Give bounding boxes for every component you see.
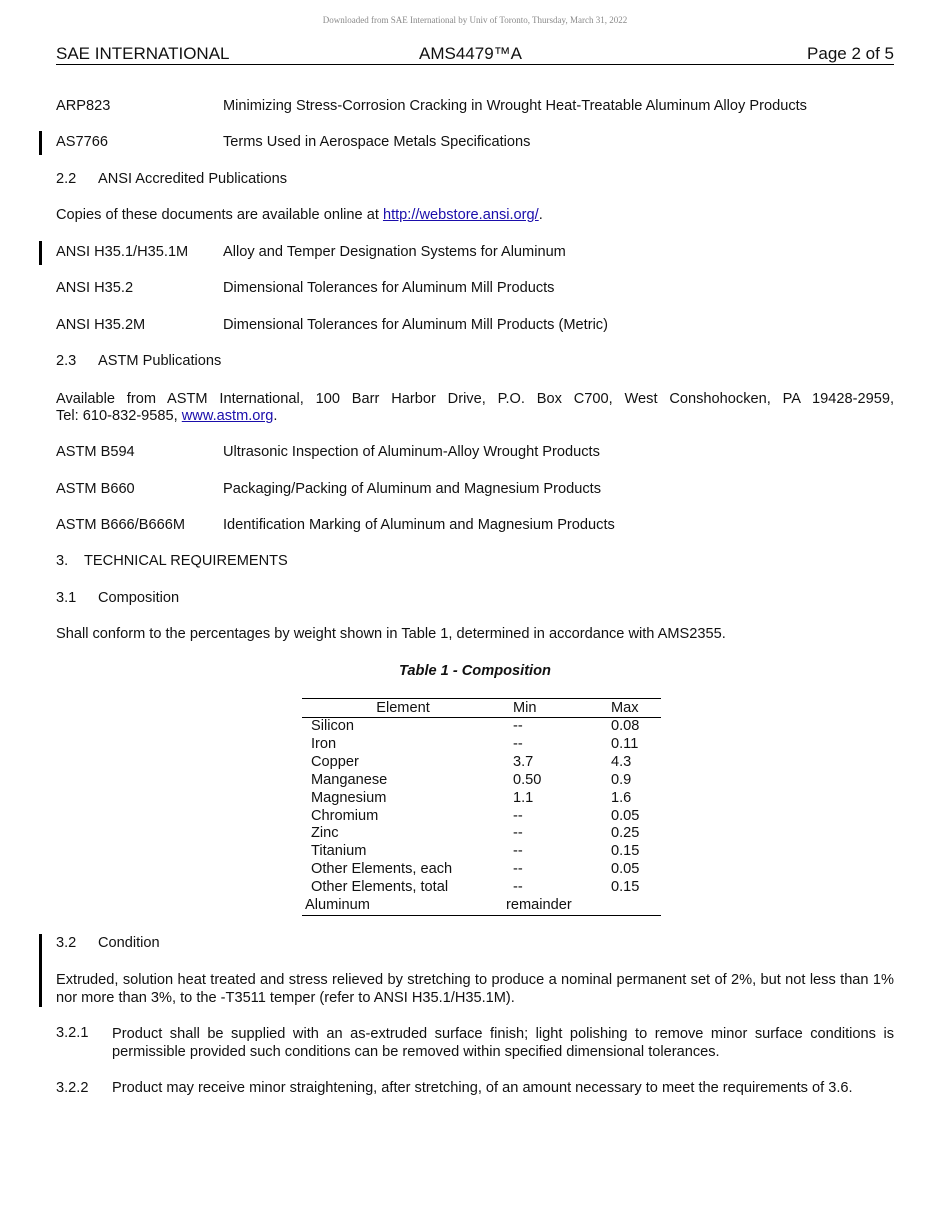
cell-element: Copper [311,753,359,770]
cell-max: 0.08 [611,718,640,734]
ref-title: Alloy and Temper Designation Systems for Aluminum [223,244,566,260]
table-row [302,879,661,897]
cell-min: 3.7 [513,753,534,770]
cell-element: Zinc [311,825,339,842]
cell-min: -- [513,735,523,752]
change-bar [39,131,42,155]
cell-element: Iron [311,735,337,752]
cell-min: -- [513,843,523,860]
ref-code: AS7766 [56,134,108,150]
subsection-number: 3.2.2 [56,1080,89,1096]
cell-element: Other Elements, total [311,879,449,896]
astm-availability-line2 [56,408,277,424]
cell-max: 0.05 [611,807,640,824]
availability-text: Copies of these documents are available online at [56,207,383,223]
astm-availability-line1: Available from ASTM International, 100 Barr Harbor Drive, P.O. Box C700, West Conshohocken, PA 19428-2959, [56,391,894,407]
cell-min: 0.50 [513,771,542,788]
cell-element: Magnesium [311,789,387,806]
availability-note [56,207,543,223]
ref-title: Packaging/Packing of Aluminum and Magnesium Products [223,481,602,497]
column-header-max: Max [603,699,661,718]
column-header-element: Element [302,699,504,718]
header-page-number: Page 2 of 5 [807,44,894,63]
table-row [302,772,661,790]
cell-max: 0.11 [611,735,639,752]
section-heading: Composition [98,590,180,606]
ref-code: ASTM B666/B666M [56,517,185,533]
table-row [302,897,661,915]
astm-tel-text: Tel: 610-832-9585, [56,408,182,424]
ref-code: ASTM B660 [56,481,135,497]
header-org: SAE INTERNATIONAL [56,44,230,63]
cell-max: 0.15 [611,843,640,860]
cell-max [603,897,661,915]
table-caption: Table 1 - Composition [399,663,551,679]
cell-min: remainder [504,897,603,915]
section-number: 2.2 [56,171,77,187]
page-header [56,44,894,65]
cell-element: Titanium [311,843,367,860]
subsection-number: 3.2.1 [56,1025,89,1041]
cell-element: Silicon [311,718,354,734]
section-number: 3.2 [56,935,77,951]
section-number: 2.3 [56,353,77,369]
availability-end: . [538,207,543,223]
composition-table [302,698,661,916]
cell-element: Other Elements, each [311,861,453,878]
table-row [302,861,661,879]
cell-max: 0.25 [611,825,640,842]
table-row [302,754,661,772]
ref-title: Ultrasonic Inspection of Aluminum-Alloy Wrought Products [223,444,600,460]
table-row [302,718,661,736]
section-number: 3. [56,553,69,569]
availability-end: . [273,408,278,424]
table-row [302,843,661,861]
cell-element: Aluminum [302,897,504,915]
cell-min: -- [513,861,523,878]
section-heading: ANSI Accredited Publications [98,171,288,187]
section-heading: ASTM Publications [98,353,222,369]
table-row [302,808,661,826]
cell-max: 0.05 [611,861,640,878]
column-header-min: Min [504,699,603,718]
table-header-row [302,699,661,718]
astm-website-link[interactable]: www.astm.org [181,408,274,424]
cell-min: 1.1 [513,789,534,806]
header-doc-number: AMS4479™A [419,44,522,63]
change-bar [39,934,42,1007]
cell-element: Chromium [311,807,379,824]
condition-body: Extruded, solution heat treated and stress relieved by stretching to produce a nominal permanent set of 2%, but not less than 1% nor more than 3%, to the -T3511 temper (refer to ANSI H35.1/H35.1M). [56,972,894,1006]
ref-code: ARP823 [56,98,111,114]
ref-code: ANSI H35.2M [56,317,146,333]
ref-code: ANSI H35.2 [56,280,134,296]
ref-title: Dimensional Tolerances for Aluminum Mill Products (Metric) [223,317,608,333]
section-heading: TECHNICAL REQUIREMENTS [84,553,288,569]
subsection-text: Product shall be supplied with an as-extruded surface finish; light polishing to remove minor surface conditions is permissible provided such conditions can be removed within specified dimensional tolerances. [112,1026,894,1060]
ref-title: Terms Used in Aerospace Metals Specifications [223,134,531,150]
cell-min: -- [513,807,523,824]
ref-code: ANSI H35.1/H35.1M [56,244,189,260]
table-row [302,736,661,754]
ansi-webstore-link[interactable]: http://webstore.ansi.org/ [382,207,539,223]
cell-max: 4.3 [611,753,632,770]
ref-code: ASTM B594 [56,444,135,460]
table-row [302,825,661,843]
download-notice: Downloaded from SAE International by Univ of Toronto, Thursday, March 31, 2022 [322,15,628,25]
cell-min: -- [513,825,523,842]
ref-title: Identification Marking of Aluminum and Magnesium Products [223,517,615,533]
cell-max: 0.9 [611,771,632,788]
change-bar [39,241,42,265]
subsection-text: Product may receive minor straightening, after stretching, of an amount necessary to meet the requirements of 3.6. [112,1080,853,1096]
cell-max: 0.15 [611,879,640,896]
table-row [302,790,661,808]
cell-max: 1.6 [611,789,632,806]
ref-title: Dimensional Tolerances for Aluminum Mill Products [223,280,555,296]
ref-title: Minimizing Stress-Corrosion Cracking in Wrought Heat-Treatable Aluminum Alloy Products [223,98,807,114]
section-heading: Condition [98,935,160,951]
composition-body: Shall conform to the percentages by weight shown in Table 1, determined in accordance with AMS2355. [56,626,726,642]
cell-element: Manganese [311,771,388,788]
section-number: 3.1 [56,590,77,606]
cell-min: -- [513,718,523,734]
cell-min: -- [513,879,523,896]
